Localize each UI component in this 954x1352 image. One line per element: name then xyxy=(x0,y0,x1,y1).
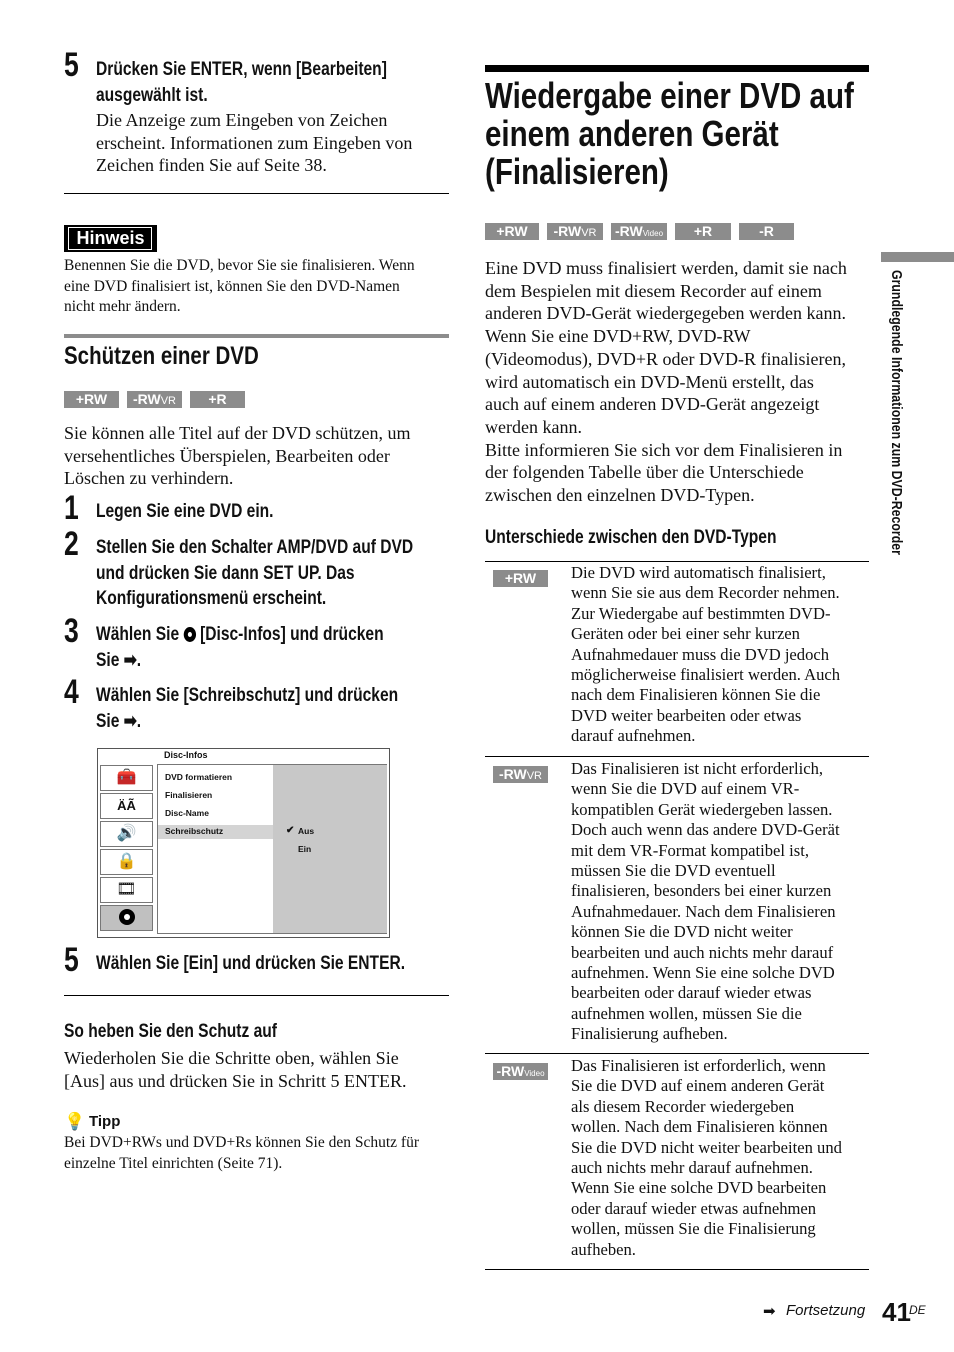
text-line: Aufnahmedauer. Nach dem Finalisieren xyxy=(571,901,836,921)
intro-text xyxy=(485,257,847,507)
hinweis-label-box xyxy=(64,225,157,252)
text-line: wenn Sie sie aus dem Recorder nehmen. xyxy=(571,583,840,603)
step-line: Sie ➡. xyxy=(96,649,142,671)
text-line: Bitte informieren Sie sich vor dem Finalisieren in xyxy=(485,439,843,460)
subsection-heading: So heben Sie den Schutz auf xyxy=(64,1021,277,1042)
text-line: Die Anzeige zum Eingeben von Zeichen xyxy=(96,110,388,130)
text-line: wollen, müssen Sie die Finalisierung xyxy=(571,1219,816,1239)
text-line: Wiederholen Sie die Schritte oben, wählen Sie xyxy=(64,1048,399,1068)
text-line: versehentliches Überspielen, Bearbeiten oder xyxy=(64,445,390,466)
text-line: Sie können alle Titel auf der DVD schützen, um xyxy=(64,423,411,443)
badge-plus-rw: +RW xyxy=(493,570,548,587)
step-description xyxy=(96,109,412,177)
divider xyxy=(64,995,449,996)
subsection-text xyxy=(64,1047,406,1092)
text-line: nicht mehr ändern. xyxy=(64,298,181,315)
table-cell xyxy=(571,563,840,747)
film-icon: 🎞 xyxy=(100,877,153,903)
text-line: aufnehmen wollen, müssen Sie die xyxy=(571,1003,802,1023)
table-cell xyxy=(571,759,840,1045)
table-rule xyxy=(485,756,869,757)
text-line: einzelne Titel einrichten (Seite 71). xyxy=(64,1154,283,1172)
text-line: zwischen den einzelnen DVD-Typen. xyxy=(485,485,755,506)
text-line: Zur Wiedergabe auf bestimmten DVD- xyxy=(571,603,831,623)
menu-option: Aus xyxy=(298,826,315,836)
text-line: bearbeiten oder darauf wieder etwas xyxy=(571,983,812,1003)
step-instruction xyxy=(96,683,464,734)
arrow-right-icon: ➡ xyxy=(123,710,137,732)
menu-icon-column xyxy=(100,765,153,933)
text-line: auch nichts mehr darauf aufnehmen. xyxy=(571,1158,813,1178)
badge-minus-rw-vr: -RWVR xyxy=(127,391,182,408)
step-number: 2 xyxy=(64,525,79,563)
step-number: 1 xyxy=(64,489,79,527)
text-line: aufnehmen. Wenn Sie eine solche DVD xyxy=(571,963,835,983)
text-line: finalisieren, besonders bei einer kurzen xyxy=(571,881,832,901)
text-line: Das Finalisieren ist erforderlich, wenn xyxy=(571,1056,826,1075)
text-line: Geräten oder bei einer sehr kurzen xyxy=(571,624,800,644)
text-line: Finalisierung aufheben. xyxy=(571,1024,728,1044)
title-line: (Finalisieren) xyxy=(485,151,669,192)
text-line: bearbeiten und auch nichts mehr darauf xyxy=(571,942,834,962)
step-number: 5 xyxy=(64,941,79,979)
text-line: wird automatisch ein DVD-Menü erstellt, das xyxy=(485,371,814,392)
text-line: aufheben. xyxy=(571,1239,636,1259)
text-line: möglicherweise finalisiert werden. Auch xyxy=(571,665,841,685)
language-icon: ÄÃ xyxy=(100,793,153,819)
text-line: können Sie die DVD nicht weiter xyxy=(571,922,793,942)
text-line: wollen. Nach dem Finalisieren können xyxy=(571,1117,828,1137)
text-line: Wenn Sie eine DVD+RW, DVD-RW xyxy=(485,326,751,347)
text-line: kompatiblen Gerät wiedergeben lassen. xyxy=(571,799,833,819)
step-instruction xyxy=(96,535,483,612)
disc-icon xyxy=(183,627,195,642)
tipp-label: Tipp xyxy=(89,1113,121,1130)
step-instruction xyxy=(96,499,312,525)
section-intro xyxy=(64,422,410,490)
step-line: Drücken Sie ENTER, wenn [Bearbeiten] xyxy=(96,59,387,80)
page-number: 41 xyxy=(882,1297,911,1327)
text-line: anderen DVD-Gerät wiedergegeben werden kann. xyxy=(485,303,847,324)
text-line: erscheint. Informationen zum Eingeben von xyxy=(96,132,413,153)
arrow-right-icon: ➡ xyxy=(763,1304,776,1320)
text-line: Bei DVD+RWs und DVD+Rs können Sie den Schutz für xyxy=(64,1134,420,1151)
step-line: Legen Sie eine DVD ein. xyxy=(96,501,274,522)
arrow-right-icon: ➡ xyxy=(123,649,137,671)
step-instruction xyxy=(96,57,451,108)
text-line: dem Bespielen mit diesem Recorder auf einem xyxy=(485,280,822,301)
title-line: einem anderen Gerät xyxy=(485,113,779,154)
text-line: mit dem VR-Format kompatibel ist, xyxy=(571,840,809,860)
step-line: Stellen Sie den Schalter AMP/DVD auf DVD xyxy=(96,537,414,558)
text-line: Zeichen finden Sie auf Seite 38. xyxy=(96,155,327,176)
step-number: 4 xyxy=(64,673,79,711)
text-line: nach dem Finalisieren können Sie die xyxy=(571,685,821,705)
table-cell xyxy=(571,1056,842,1260)
step-line: und drücken Sie dann SET UP. Das xyxy=(96,562,355,584)
speaker-icon: 🔊 xyxy=(100,821,153,847)
step-number: 5 xyxy=(64,46,79,84)
menu-item: DVD formatieren xyxy=(165,772,233,782)
checkmark-icon: ✔ xyxy=(286,825,295,836)
step-instruction xyxy=(96,951,473,977)
page-title xyxy=(485,77,935,191)
disc-infos-menu-screenshot xyxy=(97,748,390,938)
text-line: Löschen zu verhindern. xyxy=(64,468,234,489)
disc-icon xyxy=(100,905,153,931)
language-code: DE xyxy=(909,1303,926,1317)
menu-item-selected: Schreibschutz xyxy=(165,826,224,836)
text-line: DVD weiter bearbeiten oder etwas xyxy=(571,705,802,725)
hinweis-text xyxy=(64,256,415,318)
menu-item: Finalisieren xyxy=(165,790,213,800)
text-line: werden kann. xyxy=(485,416,582,437)
section-rule xyxy=(64,334,449,338)
text-line: Das Finalisieren ist nicht erforderlich, xyxy=(571,759,824,778)
step-line: Sie ➡. xyxy=(96,710,142,732)
hinweis-label: Hinweis xyxy=(76,228,145,248)
menu-option: Ein xyxy=(298,844,312,854)
text-line: [Aus] aus und drücken Sie in Schritt 5 ENTER. xyxy=(64,1070,407,1091)
step-instruction xyxy=(96,622,447,673)
divider xyxy=(64,193,449,194)
badge-plus-rw: +RW xyxy=(485,223,539,240)
table-heading: Unterschiede zwischen den DVD-Typen xyxy=(485,527,777,548)
menu-title: Disc-Infos xyxy=(164,750,208,760)
text-line: Doch auch wenn das andere DVD-Gerät xyxy=(571,820,840,840)
text-line: Sie die DVD nicht weiter bearbeiten und xyxy=(571,1137,842,1157)
text-line: Sie die DVD auf einem anderen Gerät xyxy=(571,1076,825,1096)
table-rule xyxy=(485,1053,869,1054)
step-line: ausgewählt ist. xyxy=(96,84,208,106)
text-line: Benennen Sie die DVD, bevor Sie sie finalisieren. Wenn xyxy=(64,257,415,274)
step-line: Konfigurationsmenü erscheint. xyxy=(96,588,327,609)
badge-minus-rw-vr: -RWVR xyxy=(547,223,603,240)
step-line: Wählen Sie [Disc-Infos] und drücken xyxy=(96,624,384,645)
step-line: Wählen Sie [Ein] und drücken Sie ENTER. xyxy=(96,953,406,974)
lock-icon: 🔒 xyxy=(100,849,153,875)
text-line: (Videomodus), DVD+R oder DVD-R finalisieren, xyxy=(485,348,847,369)
menu-item: Disc-Name xyxy=(165,808,209,818)
text-line: auch auf einem anderen DVD-Gerät angezeigt xyxy=(485,394,820,415)
text-line: Aufnahmedauer muss die DVD jedoch xyxy=(571,644,830,664)
badge-plus-r: +R xyxy=(675,223,731,240)
badge-plus-rw: +RW xyxy=(64,391,119,408)
text-line: wenn Sie die DVD auf einem VR- xyxy=(571,779,800,799)
title-line: Wiedergabe einer DVD auf xyxy=(485,75,854,116)
chapter-label: Grundlegende Informationen zum DVD-Recorder xyxy=(888,270,904,555)
text-line: als diesem Recorder wiedergeben xyxy=(571,1096,795,1116)
text-line: eine DVD finalisiert ist, können Sie den DVD-Namen xyxy=(64,277,400,295)
text-line: darauf aufnehmen. xyxy=(571,726,696,746)
text-line: Eine DVD muss finalisiert werden, damit sie nach xyxy=(485,258,847,278)
badge-minus-rw-video: -RWVideo xyxy=(611,223,667,240)
badge-minus-rw-vr: -RWVR xyxy=(493,766,548,783)
text-line: müssen Sie die DVD eventuell xyxy=(571,861,776,881)
text-line: der folgenden Tabelle über die Unterschiede xyxy=(485,462,804,483)
badge-minus-r: -R xyxy=(739,223,794,240)
text-line: Wenn Sie eine solche DVD bearbeiten xyxy=(571,1178,827,1198)
tipp-text xyxy=(64,1133,419,1174)
text-line: oder darauf wieder etwas aufnehmen xyxy=(571,1198,817,1218)
badge-plus-r: +R xyxy=(190,391,245,408)
table-rule xyxy=(485,561,869,562)
badge-minus-rw-video: -RWVideo xyxy=(493,1063,548,1080)
table-rule xyxy=(485,1269,869,1270)
chapter-tab xyxy=(881,252,954,262)
menu-options-panel xyxy=(273,765,387,933)
continued-label: Fortsetzung xyxy=(786,1302,866,1319)
step-line: Wählen Sie [Schreibschutz] und drücken xyxy=(96,685,399,706)
title-rule xyxy=(485,65,869,72)
step-number: 3 xyxy=(64,612,79,650)
text-line: Die DVD wird automatisch finalisiert, xyxy=(571,563,826,582)
section-heading: Schützen einer DVD xyxy=(64,342,259,370)
lightbulb-icon: 💡 xyxy=(64,1112,86,1131)
toolbox-icon: 🧰 xyxy=(100,765,153,791)
